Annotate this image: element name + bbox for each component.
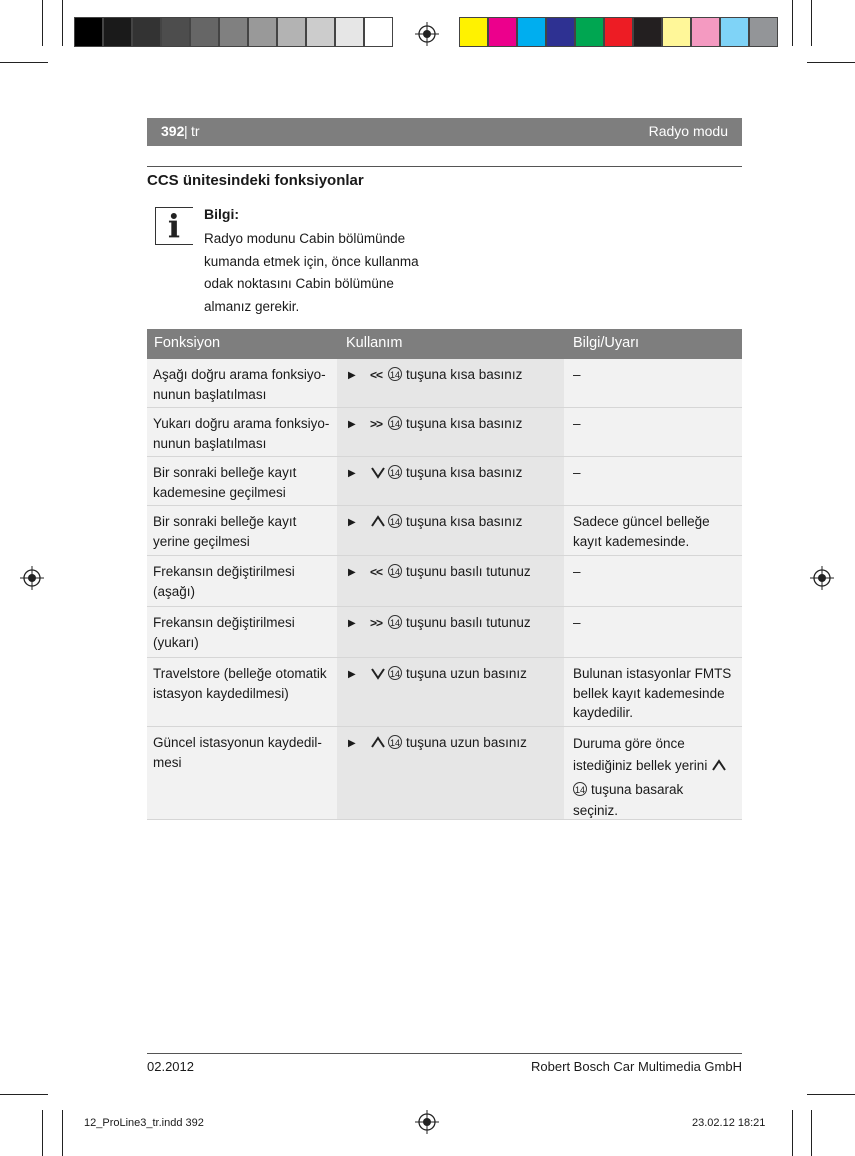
cell-usage bbox=[337, 359, 564, 407]
column-header-function: Fonksiyon bbox=[154, 335, 221, 351]
crop-mark bbox=[62, 1110, 63, 1156]
cell-text: kayıt kademesinde. bbox=[573, 533, 690, 549]
crop-mark bbox=[807, 1094, 855, 1095]
cell-text: Güncel istasyonun kaydedil- bbox=[153, 735, 322, 750]
key-label: >> bbox=[370, 616, 383, 630]
cell-text: (yukarı) bbox=[153, 634, 199, 650]
cell-text: istasyon kaydedilmesi) bbox=[153, 685, 289, 701]
note-line: kumanda etmek için, önce kullanma bbox=[204, 253, 419, 269]
action-text: tuşuna kısa basınız bbox=[406, 514, 523, 529]
registration-mark-icon bbox=[810, 566, 834, 590]
note-title: Bilgi: bbox=[204, 206, 239, 222]
color-swatch bbox=[459, 17, 488, 47]
note-line: almanız gerekir. bbox=[204, 298, 300, 314]
color-swatch bbox=[633, 17, 662, 47]
action-text: tuşuna uzun basınız bbox=[406, 735, 527, 750]
crop-mark bbox=[42, 0, 43, 46]
bullet-arrow-icon: ▶ bbox=[348, 419, 356, 430]
footer-company: Robert Bosch Car Multimedia GmbH bbox=[531, 1059, 742, 1074]
action-text: tuşunu basılı tutunuz bbox=[406, 615, 531, 630]
crop-mark bbox=[42, 1110, 43, 1156]
table-header bbox=[147, 329, 742, 359]
key-number: 14 bbox=[573, 782, 587, 796]
color-swatch bbox=[662, 17, 691, 47]
cell-usage bbox=[337, 457, 564, 505]
footer-divider bbox=[147, 1053, 742, 1054]
cell-info bbox=[564, 506, 742, 555]
cell-function bbox=[147, 457, 337, 505]
bullet-arrow-icon: ▶ bbox=[348, 517, 356, 528]
action-text: tuşuna kısa basınız bbox=[406, 367, 523, 382]
registration-mark-icon bbox=[20, 566, 44, 590]
cell-text bbox=[573, 755, 738, 779]
cell-text-part: tuşuna basarak bbox=[591, 782, 684, 797]
cell-text: – bbox=[573, 465, 581, 480]
chevron-up-icon bbox=[370, 735, 388, 755]
cell-function bbox=[147, 727, 337, 819]
cell-info bbox=[564, 408, 742, 456]
cell-text: yerine geçilmesi bbox=[153, 533, 250, 549]
action-text: tuşuna uzun basınız bbox=[406, 666, 527, 681]
crop-mark bbox=[62, 0, 63, 46]
cell-usage bbox=[337, 727, 564, 819]
cell-text: – bbox=[573, 416, 581, 431]
key-number: 14 bbox=[388, 367, 402, 381]
cell-function bbox=[147, 359, 337, 407]
page-title: CCS ünitesindeki fonksiyonlar bbox=[147, 172, 364, 189]
cell-text: – bbox=[573, 564, 581, 579]
table-row bbox=[147, 727, 742, 820]
key-number: 14 bbox=[388, 514, 402, 528]
crop-mark bbox=[0, 1094, 48, 1095]
cell-text: Travelstore (belleğe otomatik bbox=[153, 666, 327, 681]
cell-text: Aşağı doğru arama fonksiyo- bbox=[153, 367, 326, 382]
cell-text: Frekansın değiştirilmesi bbox=[153, 615, 295, 630]
cell-info bbox=[564, 658, 742, 726]
cell-usage bbox=[337, 658, 564, 726]
slug-timestamp: 23.02.12 18:21 bbox=[692, 1117, 766, 1129]
action-text: tuşuna kısa basınız bbox=[406, 416, 523, 431]
language-code: tr bbox=[191, 123, 200, 139]
color-swatch bbox=[335, 17, 364, 47]
function-table bbox=[147, 329, 742, 820]
bullet-arrow-icon: ▶ bbox=[348, 669, 356, 680]
table-row bbox=[147, 408, 742, 457]
bullet-arrow-icon: ▶ bbox=[348, 567, 356, 578]
cell-text: (aşağı) bbox=[153, 583, 196, 599]
key-number: 14 bbox=[388, 666, 402, 680]
cell-info bbox=[564, 556, 742, 606]
bullet-arrow-icon: ▶ bbox=[348, 738, 356, 749]
chevron-down-icon bbox=[370, 465, 388, 485]
action-text: tuşuna kısa basınız bbox=[406, 465, 523, 480]
cell-text: Bir sonraki belleğe kayıt bbox=[153, 465, 297, 480]
cell-text: Frekansın değiştirilmesi bbox=[153, 564, 295, 579]
color-swatch bbox=[691, 17, 720, 47]
color-swatch bbox=[277, 17, 306, 47]
crop-mark bbox=[811, 0, 812, 46]
cell-text: kademesine geçilmesi bbox=[153, 484, 286, 500]
chevron-up-icon bbox=[711, 757, 729, 779]
cell-text: nunun başlatılması bbox=[153, 435, 267, 451]
color-swatch bbox=[546, 17, 575, 47]
chevron-up-icon bbox=[370, 514, 388, 534]
note-line: odak noktasını Cabin bölümüne bbox=[204, 276, 394, 291]
registration-mark-icon bbox=[415, 1110, 439, 1134]
cell-usage bbox=[337, 408, 564, 456]
cell-text: Bulunan istasyonlar FMTS bbox=[573, 666, 732, 681]
note-body bbox=[204, 228, 434, 318]
key-label: << bbox=[370, 565, 383, 579]
column-header-info: Bilgi/Uyarı bbox=[573, 335, 640, 351]
cell-text: seçiniz. bbox=[573, 803, 619, 818]
key-number: 14 bbox=[388, 615, 402, 629]
crop-mark bbox=[792, 1110, 793, 1156]
cell-function bbox=[147, 607, 337, 657]
color-swatch bbox=[749, 17, 778, 47]
crop-mark bbox=[792, 0, 793, 46]
key-number: 14 bbox=[388, 465, 402, 479]
info-icon: i bbox=[167, 207, 181, 245]
cell-function bbox=[147, 556, 337, 606]
cell-text-part: istediğiniz bellek yerini bbox=[573, 758, 708, 773]
color-swatch bbox=[306, 17, 335, 47]
table-row bbox=[147, 359, 742, 408]
crop-mark bbox=[807, 62, 855, 63]
footer-date: 02.2012 bbox=[147, 1059, 194, 1074]
color-swatch bbox=[488, 17, 517, 47]
note-line: Radyo modunu Cabin bölümünde bbox=[204, 231, 406, 246]
divider bbox=[147, 166, 742, 167]
bullet-arrow-icon: ▶ bbox=[348, 618, 356, 629]
color-swatch bbox=[103, 17, 132, 47]
cell-text: Duruma göre önce bbox=[573, 736, 685, 751]
table-row bbox=[147, 457, 742, 506]
color-swatch bbox=[604, 17, 633, 47]
cell-text: Bir sonraki belleğe kayıt bbox=[153, 514, 297, 529]
crop-mark bbox=[811, 1110, 812, 1156]
header-separator: | bbox=[184, 123, 188, 139]
color-swatch bbox=[74, 17, 103, 47]
bullet-arrow-icon: ▶ bbox=[348, 370, 356, 381]
table-row bbox=[147, 556, 742, 607]
key-label: >> bbox=[370, 417, 383, 431]
cell-usage bbox=[337, 607, 564, 657]
key-label: << bbox=[370, 368, 383, 382]
crop-mark bbox=[0, 62, 48, 63]
key-number: 14 bbox=[388, 416, 402, 430]
color-swatch bbox=[248, 17, 277, 47]
cell-text: – bbox=[573, 615, 581, 630]
cell-info bbox=[564, 359, 742, 407]
cell-text: mesi bbox=[153, 754, 182, 770]
color-swatch bbox=[190, 17, 219, 47]
section-title: Radyo modu bbox=[648, 123, 728, 139]
cell-info bbox=[564, 457, 742, 505]
cell-text: nunun başlatılması bbox=[153, 386, 267, 402]
cell-function bbox=[147, 506, 337, 555]
table-row bbox=[147, 658, 742, 727]
color-swatch-bar bbox=[459, 17, 778, 47]
slug-file: 12_ProLine3_tr.indd 392 bbox=[84, 1117, 204, 1129]
cell-text: Yukarı doğru arama fonksiyo- bbox=[153, 416, 330, 431]
registration-mark-icon bbox=[415, 22, 439, 46]
key-number: 14 bbox=[388, 735, 402, 749]
bullet-arrow-icon: ▶ bbox=[348, 468, 356, 479]
cell-text: kaydedilir. bbox=[573, 705, 634, 720]
table-row bbox=[147, 607, 742, 658]
key-number: 14 bbox=[388, 564, 402, 578]
cell-usage bbox=[337, 506, 564, 555]
cell-function bbox=[147, 658, 337, 726]
action-text: tuşunu basılı tutunuz bbox=[406, 564, 531, 579]
color-swatch bbox=[161, 17, 190, 47]
color-swatch bbox=[364, 17, 393, 47]
gray-swatch-bar bbox=[74, 17, 393, 47]
cell-usage bbox=[337, 556, 564, 606]
cell-text: – bbox=[573, 367, 581, 382]
cell-info bbox=[564, 727, 742, 819]
cell-info bbox=[564, 607, 742, 657]
table-body bbox=[147, 359, 742, 820]
color-swatch bbox=[517, 17, 546, 47]
cell-text: Sadece güncel belleğe bbox=[573, 514, 710, 529]
cell-text: bellek kayıt kademesinde bbox=[573, 685, 725, 701]
table-row bbox=[147, 506, 742, 556]
color-swatch bbox=[575, 17, 604, 47]
page-number: 392 bbox=[161, 123, 185, 139]
color-swatch bbox=[720, 17, 749, 47]
column-header-usage: Kullanım bbox=[346, 335, 403, 351]
color-swatch bbox=[219, 17, 248, 47]
cell-text bbox=[573, 779, 738, 801]
page-header bbox=[147, 118, 742, 146]
chevron-down-icon bbox=[370, 666, 388, 686]
cell-function bbox=[147, 408, 337, 456]
color-swatch bbox=[132, 17, 161, 47]
